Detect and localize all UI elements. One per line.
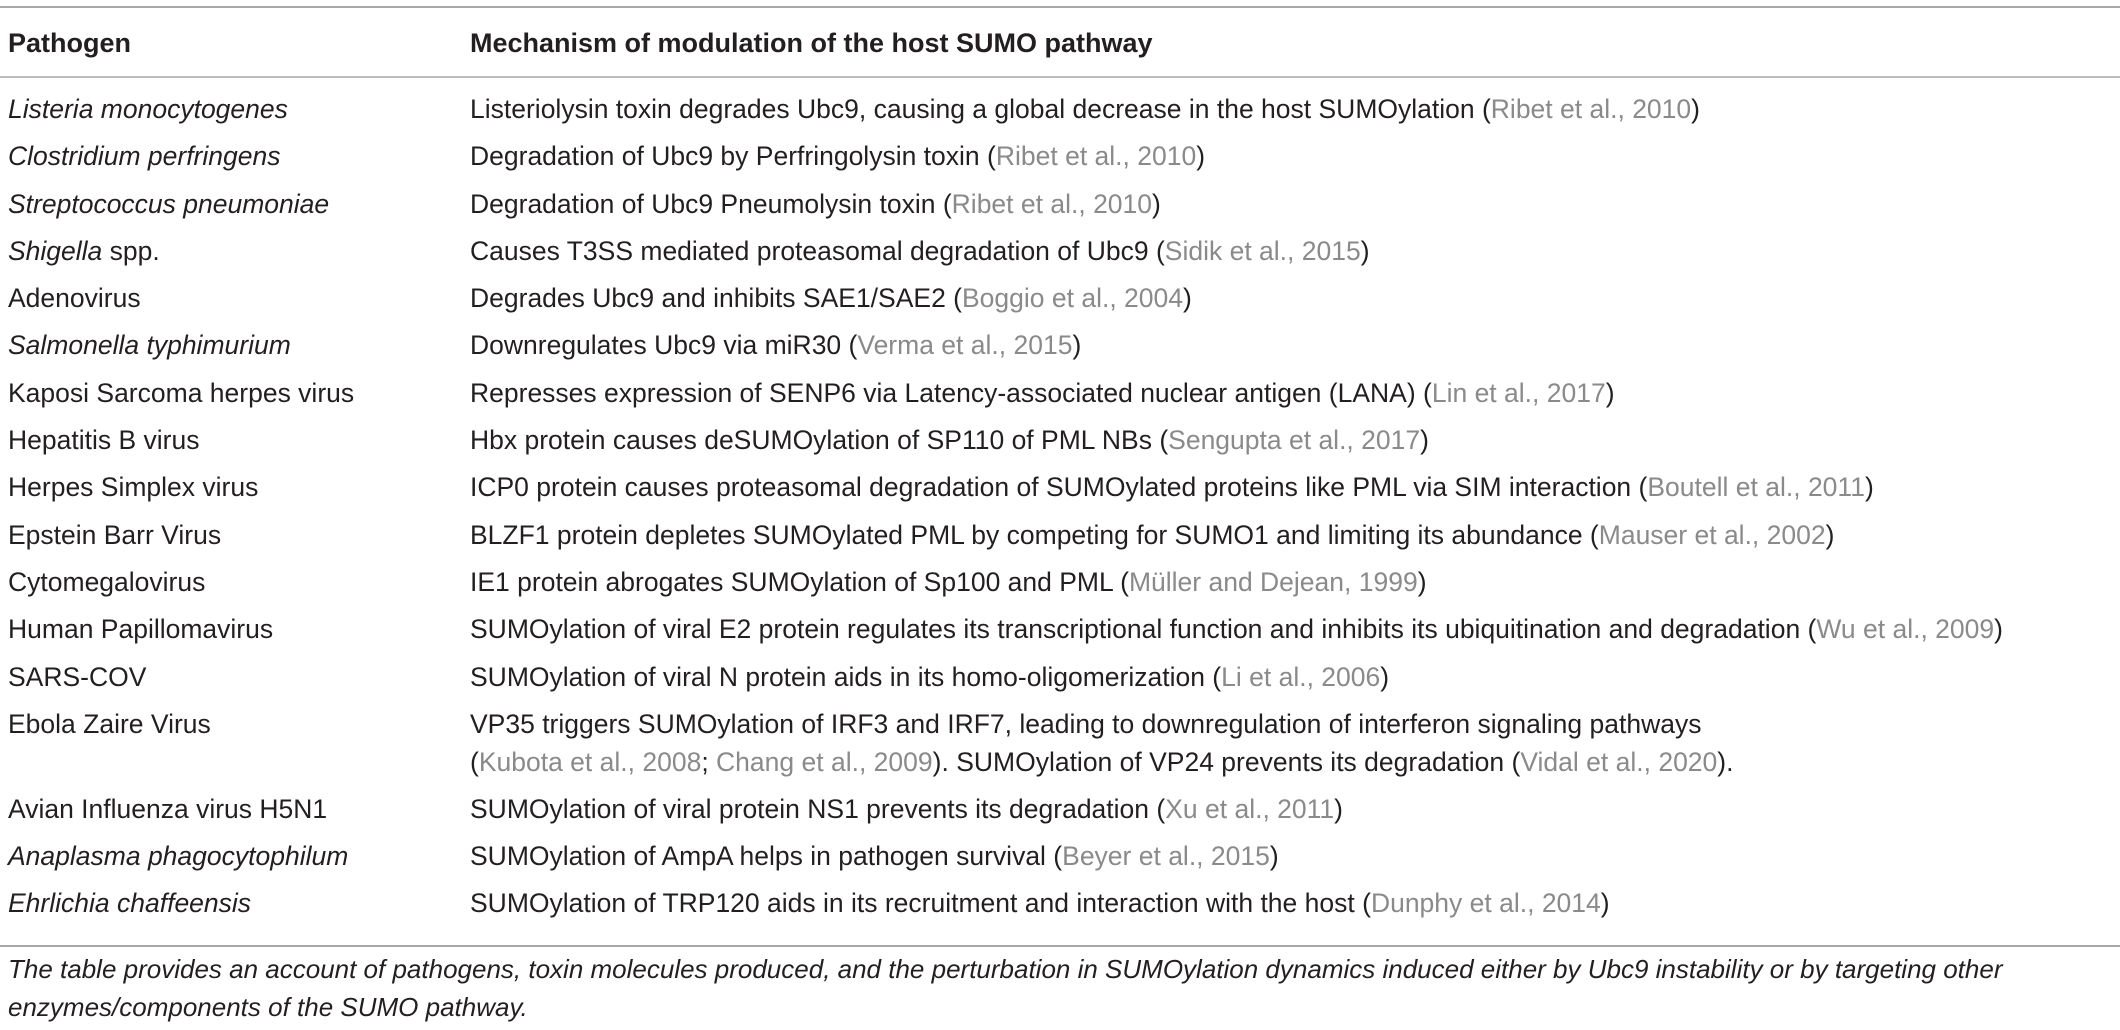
mechanism-text: IE1 protein abrogates SUMOylation of Sp100 and PML ( (470, 566, 1129, 597)
pathogen-cell: Listeria monocytogenes (8, 94, 288, 124)
mechanism-cell (470, 884, 2115, 922)
mechanism-text: SUMOylation of viral N protein aids in its homo-oligomerization ( (470, 661, 1222, 692)
table-row (0, 610, 2120, 657)
reference-link[interactable]: Kubota et al., 2008 (478, 746, 702, 777)
mechanism-cell (470, 421, 2115, 459)
reference-link[interactable]: Vidal et al., 2020 (1520, 746, 1718, 777)
pathogen-cell: Ehrlichia chaffeensis (8, 888, 252, 919)
reference-link[interactable]: Boutell et al., 2011 (1647, 472, 1865, 503)
bottom-rule (0, 945, 2120, 947)
mechanism-text: Causes T3SS mediated proteasomal degradation of Ubc9 ( (470, 235, 1165, 266)
table-row (0, 90, 2120, 137)
mechanism-text: SUMOylation of viral protein NS1 prevents its degradation ( (470, 793, 1166, 824)
pathogen-cell: Ebola Zaire Virus (8, 708, 211, 739)
reference-link[interactable]: Sengupta et al., 2017 (1168, 425, 1421, 456)
mechanism-text: Represses expression of SENP6 via Latency-associated nuclear antigen (LANA) ( (470, 377, 1432, 408)
pathogen-genus: Shigella (8, 235, 103, 266)
mechanism-tail: ) (1196, 141, 1206, 172)
mechanism-tail: ) (1334, 793, 1343, 824)
reference-separator: ; (701, 746, 717, 777)
table-footnote: The table provides an account of pathogens, toxin molecules produced, and the perturbation in SUMOylation dynamics induced either by Ubc9 instability or by targeting other enzymes/components of the SUMO pathway. (8, 954, 2003, 1022)
pathogen-cell: Streptococcus pneumoniae (8, 188, 330, 219)
header-mechanism: Mechanism of modulation of the host SUMO pathway (470, 28, 1153, 58)
mechanism-text: SUMOylation of AmpA helps in pathogen survival ( (470, 841, 1063, 872)
reference-link[interactable]: Müller and Dejean, 1999 (1128, 566, 1418, 597)
mechanism-cell (470, 705, 2115, 781)
reference-link[interactable]: Dunphy et al., 2014 (1370, 888, 1601, 919)
mechanism-cell (470, 137, 2115, 175)
reference-link[interactable]: Li et al., 2006 (1221, 661, 1381, 692)
mechanism-cell (470, 326, 2115, 364)
table-row (0, 884, 2120, 931)
mechanism-cell (470, 563, 2115, 601)
table-row (0, 232, 2120, 279)
pathogen-cell: Cytomegalovirus (8, 566, 206, 597)
pathogen-cell: Salmonella typhimurium (8, 330, 291, 361)
mechanism-text: Downregulates Ubc9 via miR30 ( (470, 330, 858, 361)
table-row (0, 790, 2120, 837)
top-rule (0, 6, 2120, 8)
reference-link[interactable]: Verma et al., 2015 (857, 330, 1073, 361)
pathogen-cell: Anaplasma phagocytophilum (8, 841, 349, 872)
mechanism-text: BLZF1 protein depletes SUMOylated PML by competing for SUMO1 and limiting its abundance ( (470, 519, 1599, 550)
reference-link[interactable]: Sidik et al., 2015 (1164, 235, 1361, 266)
mechanism-tail: ) (1072, 330, 1082, 361)
table-row (0, 705, 2120, 790)
header-pathogen: Pathogen (8, 28, 132, 58)
pathogen-cell: Kaposi Sarcoma herpes virus (8, 377, 355, 408)
mechanism-tail: ) (1417, 566, 1427, 597)
mechanism-cell (470, 374, 2115, 412)
reference-link[interactable]: Xu et al., 2011 (1165, 793, 1335, 824)
mechanism-text: SUMOylation of TRP120 aids in its recruitment and interaction with the host ( (470, 888, 1371, 919)
mechanism-text: Degradation of Ubc9 Pneumolysin toxin ( (470, 188, 952, 219)
mechanism-line-2: ). SUMOylation of VP24 prevents its degradation ( (932, 746, 1521, 777)
table-body (0, 90, 2120, 932)
table-row (0, 658, 2120, 705)
mechanism-tail: ) (1360, 235, 1370, 266)
mechanism-open: ( (470, 746, 479, 777)
mechanism-cell (470, 90, 2115, 128)
mechanism-text: Degradation of Ubc9 by Perfringolysin toxin ( (470, 141, 996, 172)
pathogen-cell (8, 232, 160, 270)
reference-link[interactable]: Ribet et al., 2010 (995, 141, 1197, 172)
table-header (0, 22, 2120, 64)
reference-link[interactable]: Boggio et al., 2004 (962, 283, 1184, 314)
mechanism-cell (470, 468, 2115, 506)
reference-link[interactable]: Ribet et al., 2010 (951, 188, 1153, 219)
pathogen-cell: Human Papillomavirus (8, 614, 274, 645)
table-row (0, 279, 2120, 326)
table-row (0, 516, 2120, 563)
mechanism-tail: ). (1717, 746, 1734, 777)
mechanism-tail: ) (1152, 188, 1161, 219)
mechanism-text: SUMOylation of viral E2 protein regulates its transcriptional function and inhibits its ubiquitination and degradation ( (470, 614, 1817, 645)
table-row (0, 374, 2120, 421)
pathogen-cell: Adenovirus (8, 283, 141, 314)
mechanism-text: Degrades Ubc9 and inhibits SAE1/SAE2 ( (470, 283, 962, 314)
table-row (0, 185, 2120, 232)
mechanism-tail: ) (1269, 841, 1279, 872)
mechanism-tail: ) (1183, 283, 1192, 314)
pathogen-cell: Herpes Simplex virus (8, 472, 259, 503)
pathogen-cell: Hepatitis B virus (8, 425, 200, 456)
mechanism-tail: ) (1600, 888, 1610, 919)
mechanism-cell (470, 516, 2115, 554)
mechanism-cell (470, 610, 2115, 648)
mechanism-tail: ) (1420, 425, 1429, 456)
table-row (0, 837, 2120, 884)
pathogen-cell: Epstein Barr Virus (8, 519, 222, 550)
mechanism-cell (470, 790, 2115, 828)
mechanism-cell (470, 279, 2115, 317)
mechanism-cell (470, 837, 2115, 875)
reference-link[interactable]: Wu et al., 2009 (1816, 614, 1995, 645)
reference-link[interactable]: Beyer et al., 2015 (1062, 841, 1270, 872)
mechanism-tail: ) (1380, 661, 1390, 692)
header-rule (0, 76, 2120, 78)
reference-link[interactable]: Lin et al., 2017 (1431, 377, 1606, 408)
reference-link[interactable]: Chang et al., 2009 (716, 746, 933, 777)
mechanism-tail: ) (1825, 519, 1835, 550)
reference-link[interactable]: Ribet et al., 2010 (1490, 94, 1692, 124)
reference-link[interactable]: Mauser et al., 2002 (1598, 519, 1826, 550)
table-row (0, 421, 2120, 468)
table-row (0, 137, 2120, 184)
pathogen-cell: SARS-COV (8, 661, 147, 692)
mechanism-text: ICP0 protein causes proteasomal degradation of SUMOylated proteins like PML via SIM interaction ( (470, 472, 1648, 503)
mechanism-cell (470, 658, 2115, 696)
table-row (0, 563, 2120, 610)
mechanism-tail: ) (1691, 94, 1700, 124)
mechanism-tail: ) (1864, 472, 1874, 503)
pathogen-suffix: spp. (102, 235, 160, 266)
mechanism-cell (470, 185, 2115, 223)
pathogen-cell: Avian Influenza virus H5N1 (8, 793, 328, 824)
mechanism-tail: ) (1994, 614, 2003, 645)
mechanism-text: Hbx protein causes deSUMOylation of SP110 of PML NBs ( (470, 425, 1169, 456)
mechanism-line-1: VP35 triggers SUMOylation of IRF3 and IRF7, leading to downregulation of interferon signaling pathways (470, 708, 1702, 739)
mechanism-text: Listeriolysin toxin degrades Ubc9, causing a global decrease in the host SUMOylation ( (470, 94, 1491, 124)
pathogen-cell: Clostridium perfringens (8, 141, 281, 172)
mechanism-cell (470, 232, 2115, 270)
table-row (0, 326, 2120, 373)
mechanism-tail: ) (1605, 377, 1615, 408)
table-row (0, 468, 2120, 515)
